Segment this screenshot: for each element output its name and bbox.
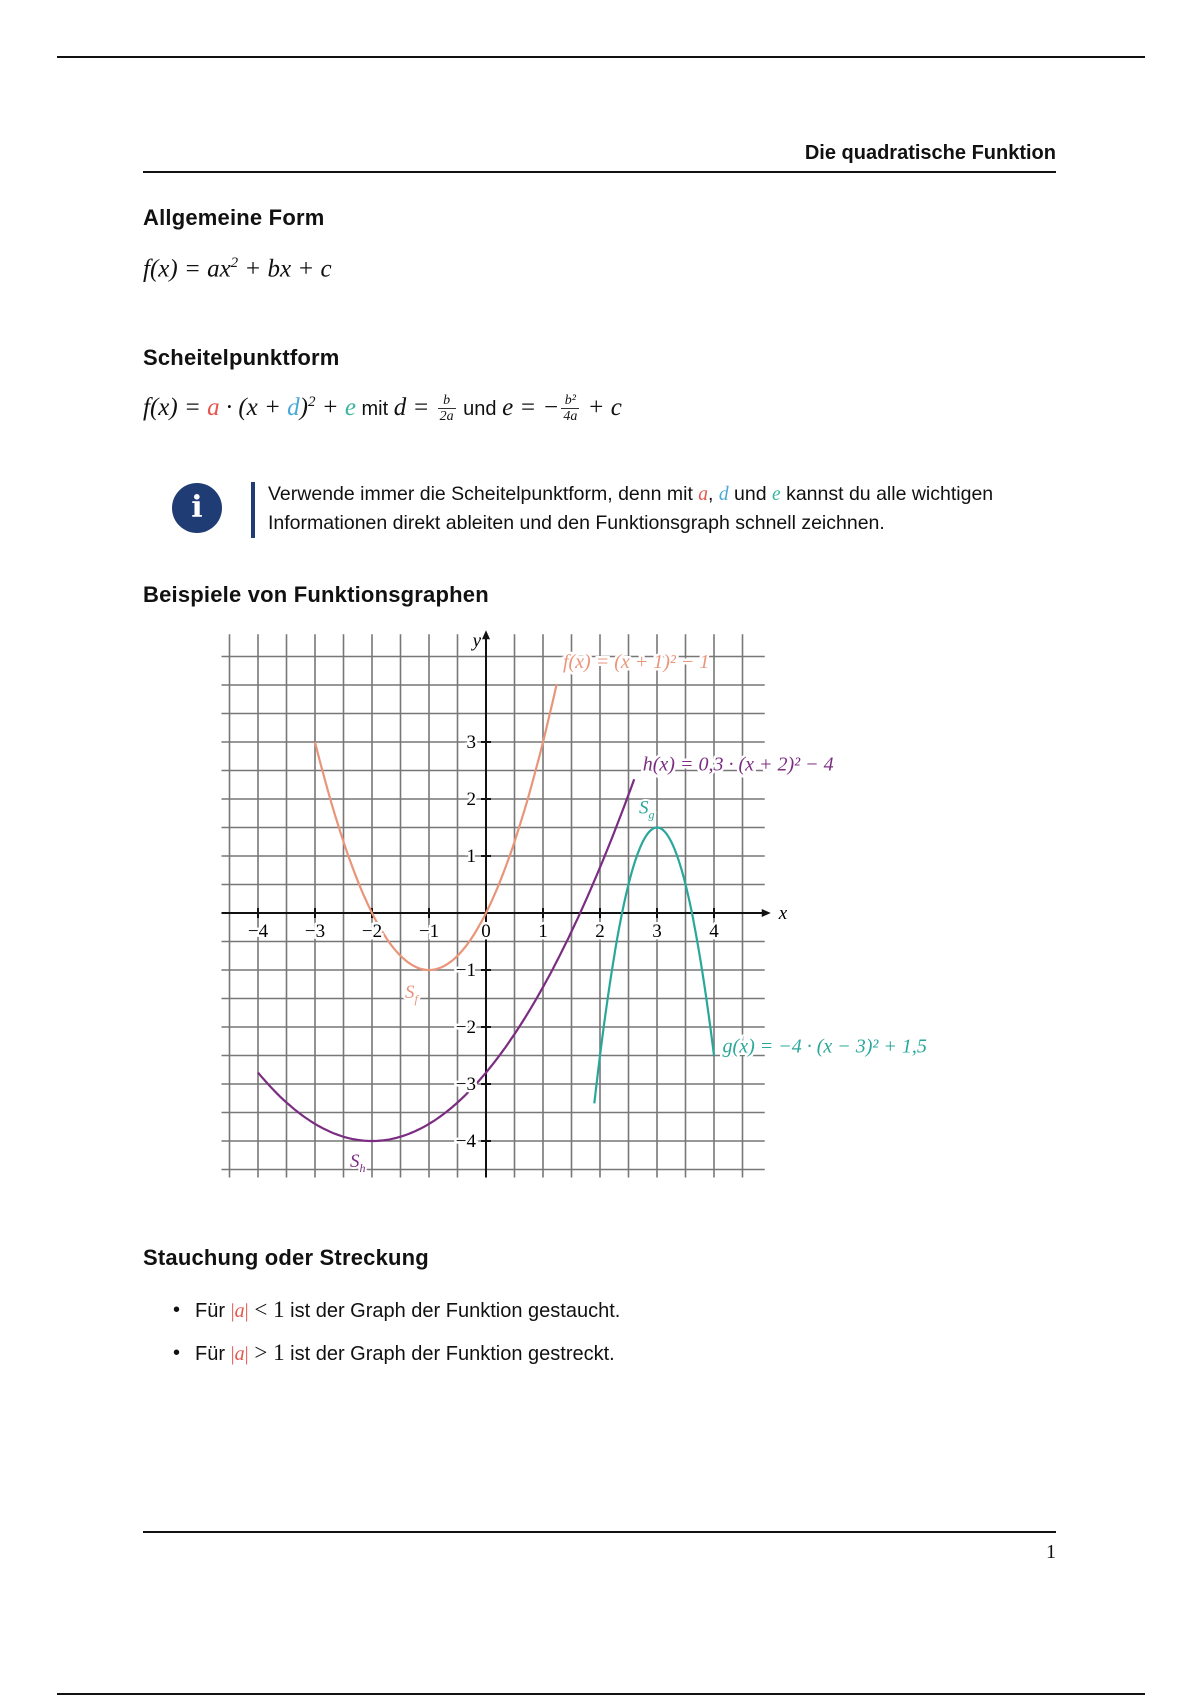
info-icon: i (172, 483, 222, 533)
page-header (143, 140, 1056, 173)
x-tick-label: 2 (595, 921, 605, 942)
section-heading-vertex: Scheitelpunktform (143, 345, 340, 370)
x-tick-label: −2 (361, 921, 383, 942)
section-general-form (143, 205, 332, 283)
section-examples (143, 582, 489, 608)
stretch-list (173, 1289, 1043, 1375)
y-tick-label: −4 (455, 1131, 476, 1152)
section-vertex-form (143, 345, 1043, 424)
x-tick-label: −1 (418, 921, 440, 942)
footer-rule (143, 1531, 1056, 1533)
chart-grid (222, 634, 765, 1177)
y-tick-label: 1 (466, 846, 476, 867)
info-box-text: Verwende immer die Scheitelpunktform, denn mit a, d und e kannst du alle wichtigen Informationen direkt ableiten und den Funktionsgraph schnell zeichnen. (268, 483, 994, 534)
top-page-rule (57, 56, 1145, 58)
vertex-label-h: $S_h$ (350, 1151, 366, 1175)
section-heading-examples: Beispiele von Funktionsgraphen (143, 582, 489, 607)
fraction-e: $\frac{\text{b²}}{4a}$ (563, 393, 578, 424)
bottom-page-rule (57, 1693, 1145, 1695)
y-tick-label: −1 (455, 960, 476, 981)
curve-label-g: g(x) = −4 · (x − 3)² + 1,5 (722, 1035, 927, 1058)
y-axis-label: y (472, 630, 481, 652)
x-tick-label: −4 (247, 921, 269, 942)
y-tick-label: 2 (466, 789, 476, 810)
section-stretch (143, 1245, 1043, 1375)
info-box (172, 478, 1062, 542)
section-heading-general: Allgemeine Form (143, 205, 325, 230)
header-title: Die quadratische Funktion (804, 142, 1056, 164)
y-axis-arrow (482, 630, 490, 639)
x-axis-label: x (778, 903, 788, 924)
curve-g (594, 828, 714, 1104)
x-tick-label: 0 (481, 921, 491, 942)
general-formula: $f(x) = ax^2$ + bx + c (143, 255, 332, 283)
y-tick-label: −2 (455, 1017, 476, 1038)
y-tick-label: −3 (455, 1074, 476, 1095)
page-footer (143, 1531, 1056, 1564)
vertex-sub-g: g (648, 807, 655, 822)
x-tick-label: −3 (304, 921, 326, 942)
x-tick-label: 4 (709, 921, 719, 942)
chart-axes (222, 630, 771, 1177)
info-box-bar (251, 482, 255, 538)
vertex-formula: $f(x) = a \cdot (x + d)^2 + e$ mit d = $\frac{b}{2a}$ und e = − $\frac{\text{b²}}{4a}$ + c (143, 393, 622, 424)
x-axis-arrow (762, 909, 771, 917)
chart-labels (248, 630, 927, 1175)
x-tick-label: 3 (652, 921, 662, 942)
function-graph-chart (0, 630, 1000, 1190)
vertex-sub-h: h (359, 1161, 366, 1175)
section-heading-stretch: Stauchung oder Streckung (143, 1245, 429, 1270)
header-rule (143, 171, 1056, 173)
fraction-d: $\frac{b}{2a}$ (439, 393, 454, 424)
x-tick-label: 1 (538, 921, 548, 942)
page-number: 1 (1046, 1541, 1056, 1563)
vertex-sub-f: f (414, 992, 418, 1006)
vertex-label-f: $S_f$ (405, 982, 418, 1006)
list-item: • Für |a| < 1 ist der Graph der Funktion gestaucht. (173, 1289, 1043, 1332)
vertex-label-g: $S_g$ (639, 797, 655, 822)
list-item: • Für |a| > 1 ist der Graph der Funktion gestreckt. (173, 1332, 1043, 1375)
curve-label-h: h(x) = 0,3 · (x + 2)² − 4 (642, 753, 834, 776)
curve-label-f: f(x) = (x + 1)² − 1 (562, 650, 710, 673)
y-tick-label: 3 (466, 732, 476, 753)
